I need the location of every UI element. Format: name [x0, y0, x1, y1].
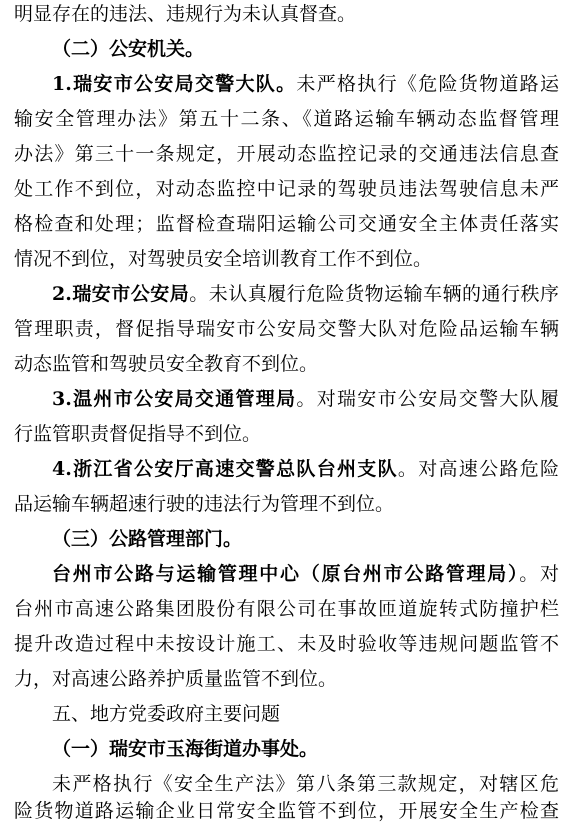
text-line-8: 情况不到位，对驾驶员安全培训教育工作不到位。 [14, 248, 433, 270]
text-line-4: 输安全管理办法》第五十二条、《道路运输车辆动态监督管理 [14, 108, 559, 130]
section-heading-public-security: （二）公安机关。 [52, 38, 205, 60]
text-line-18: 台州市高速公路集团股份有限公司在事故匝道旋转式防撞护栏 [14, 598, 559, 620]
text-line-13: 行监管职责督促指导不到位。 [14, 423, 262, 445]
text-line-20: 力，对高速公路养护质量监管不到位。 [14, 668, 338, 690]
text-line-1: 明显存在的违法、违规行为未认真督查。 [14, 3, 357, 25]
text-line-19: 提升改造过程中未按设计施工、未及时验收等违规问题监管不 [14, 633, 559, 655]
section-heading-highway: （三）公路管理部门。 [52, 528, 243, 550]
text-line-5: 办法》第三十一条规定，开展动态监控记录的交通违法信息查 [14, 143, 559, 165]
text-line-12: 3.温州市公安局交通管理局。对瑞安市公安局交警大队履 [52, 388, 559, 410]
text-line-14: 4.浙江省公安厅高速交警总队台州支队。对高速公路危险 [52, 458, 559, 480]
text-line-11: 动态监管和驾驶员安全教育不到位。 [14, 353, 319, 375]
chapter-heading-local-government: 五、地方党委政府主要问题 [52, 703, 281, 725]
text-line-6: 处工作不到位，对动态监控中记录的驾驶员违法驾驶信息未严 [14, 178, 559, 200]
text-line-7: 格检查和处理；监督检查瑞阳运输公司交通安全主体责任落实 [14, 213, 559, 235]
text-line-3: 1.瑞安市公安局交警大队。未严格执行《危险货物道路运 [52, 73, 559, 95]
text-line-24: 险货物道路运输企业日常安全监管不到位，开展安全生产检查 [14, 800, 559, 822]
section-heading-yuhai-street: （一）瑞安市玉海街道办事处。 [52, 738, 319, 760]
text-line-15: 品运输车辆超速行驶的违法行为管理不到位。 [14, 493, 395, 515]
text-line-23: 未严格执行《安全生产法》第八条第三款规定，对辖区危 [52, 773, 559, 795]
text-line-10: 管理职责，督促指导瑞安市公安局交警大队对危险品运输车辆 [14, 318, 559, 340]
text-line-17: 台州市公路与运输管理中心（原台州市公路管理局）。对 [52, 563, 559, 585]
text-line-9: 2.瑞安市公安局。未认真履行危险货物运输车辆的通行秩序 [52, 283, 559, 305]
